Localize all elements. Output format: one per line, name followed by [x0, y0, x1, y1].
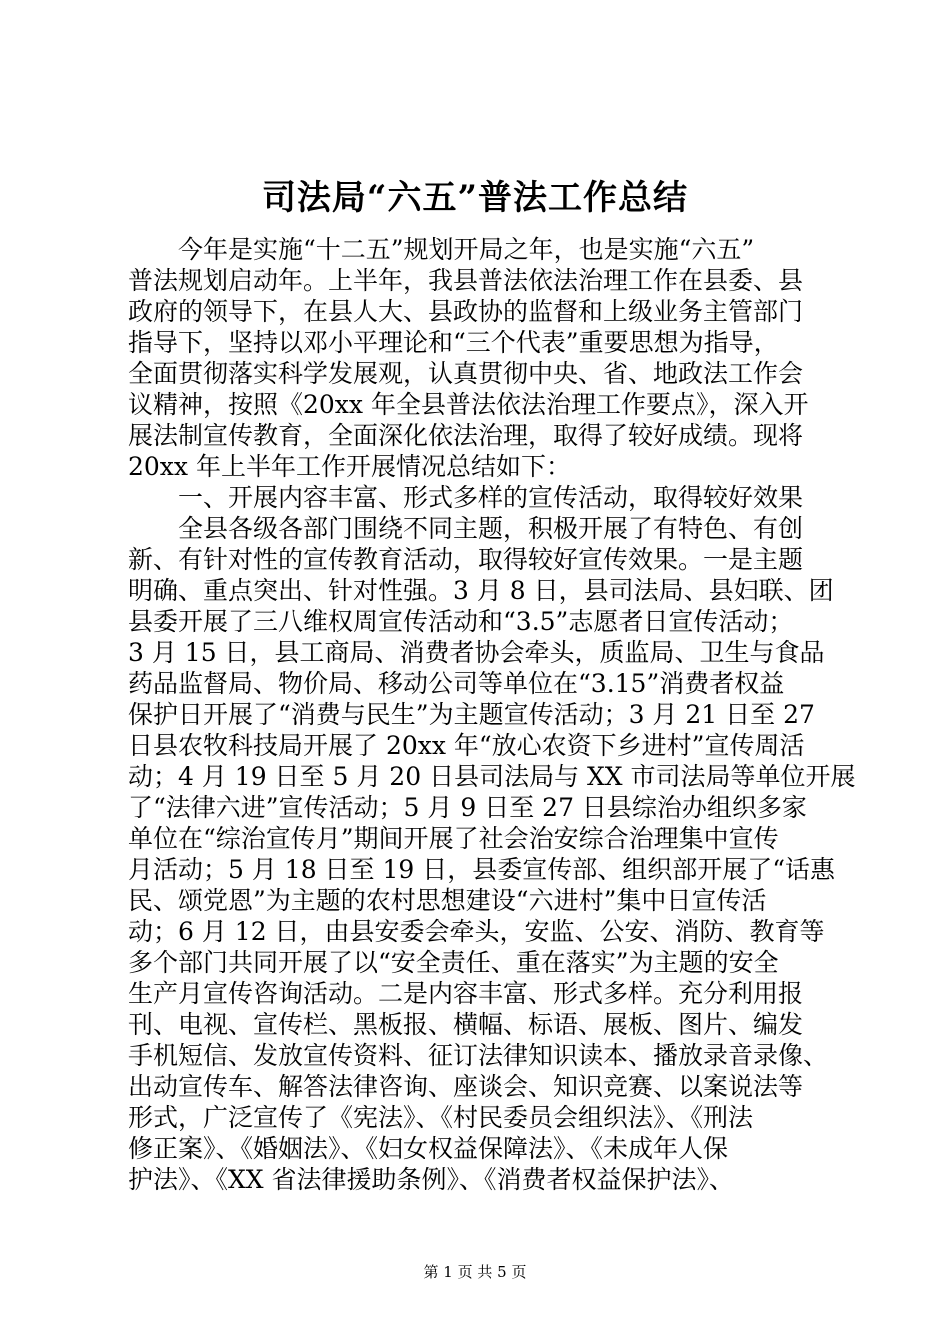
- paragraph-line: 日县农牧科技局开展了 20xx 年“放心农资下乡进村”宣传周活: [128, 731, 805, 760]
- paragraph-line: 多个部门共同开展了以“安全责任、重在落实”为主题的安全: [128, 948, 779, 977]
- paragraph-line: 20xx 年上半年工作开展情况总结如下：: [128, 452, 571, 481]
- paragraph-line: 今年是实施“十二五”规划开局之年，也是实施“六五”: [178, 235, 755, 264]
- paragraph-line: 保护日开展了“消费与民生”为主题宣传活动；3 月 21 日至 27: [128, 700, 815, 729]
- paragraph-line: 展法制宣传教育，全面深化依法治理，取得了较好成绩。现将: [128, 421, 804, 450]
- paragraph-line: 生产月宣传咨询活动。二是内容丰富、形式多样。充分利用报: [128, 979, 804, 1008]
- document-body: [128, 234, 856, 1195]
- paragraph-line: 药品监督局、物价局、移动公司等单位在“3.15”消费者权益: [128, 669, 785, 698]
- paragraph-line: 出动宣传车、解答法律咨询、座谈会、知识竞赛、以案说法等: [128, 1072, 804, 1101]
- paragraph-line: 民、颂党恩”为主题的农村思想建设“六进村”集中日宣传活: [128, 886, 767, 915]
- paragraph-line: 政府的领导下，在县人大、县政协的监督和上级业务主管部门: [128, 297, 804, 326]
- document-title: 司法局“六五”普法工作总结: [261, 178, 689, 218]
- paragraph-line: 了“法律六进”宣传活动；5 月 9 日至 27 日县综治办组织多家: [128, 793, 807, 822]
- paragraph-line: 动；6 月 12 日，由县安委会牵头，安监、公安、消防、教育等: [128, 917, 825, 946]
- paragraph-line: 月活动；5 月 18 日至 19 日，县委宣传部、组织部开展了“话惠: [128, 855, 836, 884]
- paragraph-line: 明确、重点突出、针对性强。3 月 8 日，县司法局、县妇联、团: [128, 576, 834, 605]
- paragraph-line: 形式，广泛宣传了《宪法》、《村民委员会组织法》、《刑法: [128, 1103, 754, 1132]
- paragraph-line: 手机短信、发放宣传资料、征订法律知识读本、播放录音录像、: [128, 1041, 829, 1070]
- paragraph-line: 指导下，坚持以邓小平理论和“三个代表”重要思想为指导，: [128, 328, 779, 357]
- paragraph-line: 普法规划启动年。上半年，我县普法依法治理工作在县委、县: [128, 266, 804, 295]
- paragraph-line: 全县各级各部门围绕不同主题，积极开展了有特色、有创: [178, 514, 804, 543]
- paragraph-line: 全面贯彻落实科学发展观，认真贯彻中央、省、地政法工作会: [128, 359, 804, 388]
- paragraph-line: 护法》、《XX 省法律援助条例》、《消费者权益保护法》、: [128, 1165, 735, 1194]
- page-footer: 第 1 页 共 5 页: [423, 1263, 527, 1281]
- paragraph-line: 动；4 月 19 日至 5 月 20 日县司法局与 XX 市司法局等单位开展: [128, 762, 856, 791]
- paragraph-line: 新、有针对性的宣传教育活动，取得较好宣传效果。一是主题: [128, 545, 804, 574]
- paragraph-line: 刊、电视、宣传栏、黑板报、横幅、标语、展板、图片、编发: [128, 1010, 804, 1039]
- paragraph-line: 议精神，按照《20xx 年全县普法依法治理工作要点》，深入开: [128, 390, 809, 419]
- paragraph-line: 单位在“综治宣传月”期间开展了社会治安综合治理集中宣传: [128, 824, 779, 853]
- paragraph-line: 县委开展了三八维权周宣传活动和“3.5”志愿者日宣传活动；: [128, 607, 794, 636]
- paragraph-line: 修正案》、《婚姻法》、《妇女权益保障法》、《未成年人保: [128, 1134, 729, 1163]
- section-heading: 一、开展内容丰富、形式多样的宣传活动，取得较好效果: [178, 483, 804, 512]
- paragraph-line: 3 月 15 日，县工商局、消费者协会牵头，质监局、卫生与食品: [128, 638, 825, 667]
